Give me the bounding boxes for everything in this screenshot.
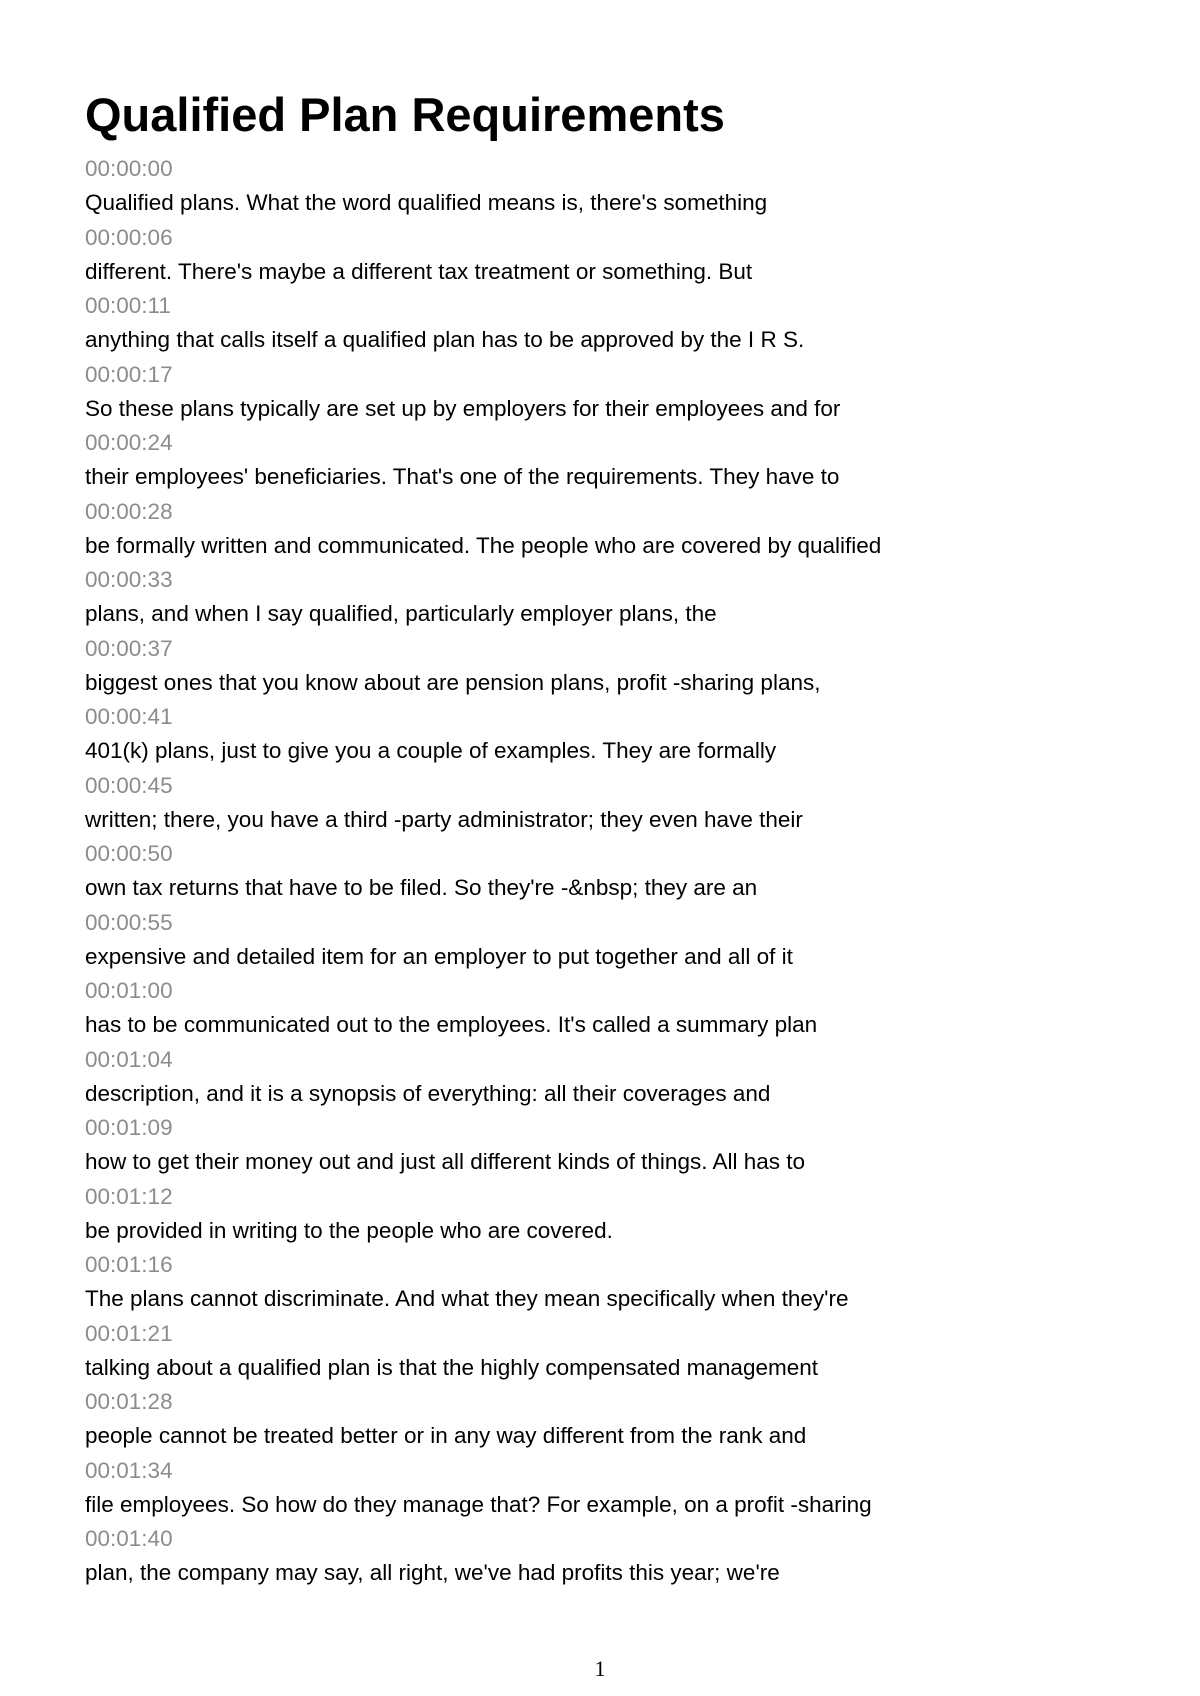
timestamp: 00:01:21 bbox=[85, 1320, 173, 1346]
transcript-text: people cannot be treated better or in any way different from the rank and bbox=[85, 1423, 807, 1448]
timestamp: 00:00:11 bbox=[85, 293, 171, 318]
transcript-entry bbox=[85, 1522, 1145, 1591]
transcript-text: biggest ones that you know about are pension plans, profit -sharing plans, bbox=[85, 669, 821, 695]
transcript-entry bbox=[85, 1111, 1145, 1180]
transcript-entry bbox=[85, 289, 1145, 358]
transcript-text: expensive and detailed item for an employer to put together and all of it bbox=[85, 943, 793, 969]
transcript-entry bbox=[85, 906, 1145, 975]
transcript-entry bbox=[85, 358, 1145, 427]
timestamp: 00:00:50 bbox=[85, 841, 173, 866]
timestamp: 00:00:00 bbox=[85, 156, 173, 181]
transcript-text: how to get their money out and just all different kinds of things. All has to bbox=[85, 1149, 806, 1174]
timestamp: 00:01:34 bbox=[85, 1457, 173, 1483]
transcript-entry bbox=[85, 495, 1145, 564]
timestamp: 00:00:17 bbox=[85, 361, 173, 387]
transcript-text: description, and it is a synopsis of everything: all their coverages and bbox=[85, 1080, 771, 1106]
timestamp: 00:00:55 bbox=[85, 909, 173, 935]
transcript-entry bbox=[85, 563, 1145, 632]
transcript-page bbox=[85, 82, 1145, 1591]
transcript-text: plans, and when I say qualified, particularly employer plans, the bbox=[85, 601, 717, 626]
transcript-text: The plans cannot discriminate. And what they mean specifically when they're bbox=[85, 1286, 849, 1311]
transcript-entry bbox=[85, 152, 1145, 221]
transcript-entry bbox=[85, 221, 1145, 290]
page-title: Qualified Plan Requirements bbox=[85, 88, 725, 141]
transcript-entry bbox=[85, 632, 1145, 701]
timestamp: 00:01:04 bbox=[85, 1046, 173, 1072]
timestamp: 00:00:28 bbox=[85, 498, 173, 524]
transcript-text: talking about a qualified plan is that the highly compensated management bbox=[85, 1354, 818, 1380]
transcript-entry bbox=[85, 974, 1145, 1043]
timestamp: 00:00:33 bbox=[85, 567, 173, 592]
transcript-text: different. There's maybe a different tax treatment or something. But bbox=[85, 258, 753, 284]
transcript-entry bbox=[85, 837, 1145, 906]
transcript-entry bbox=[85, 700, 1145, 769]
timestamp: 00:01:09 bbox=[85, 1115, 173, 1140]
timestamp: 00:00:41 bbox=[85, 704, 173, 729]
transcript-entry bbox=[85, 1317, 1145, 1386]
transcript-entry bbox=[85, 769, 1145, 838]
transcript-entry bbox=[85, 1043, 1145, 1112]
transcript-text: their employees' beneficiaries. That's one of the requirements. They have to bbox=[85, 464, 840, 489]
timestamp: 00:00:24 bbox=[85, 430, 173, 455]
transcript-list bbox=[85, 152, 1145, 1591]
transcript-text: has to be communicated out to the employees. It's called a summary plan bbox=[85, 1012, 818, 1037]
transcript-text: written; there, you have a third -party administrator; they even have their bbox=[85, 806, 803, 832]
transcript-text: be provided in writing to the people who are covered. bbox=[85, 1217, 613, 1243]
timestamp: 00:01:16 bbox=[85, 1252, 173, 1277]
transcript-text: Qualified plans. What the word qualified means is, there's something bbox=[85, 190, 768, 215]
timestamp: 00:01:28 bbox=[85, 1389, 173, 1414]
page-number: 1 bbox=[594, 1656, 606, 1681]
timestamp: 00:00:45 bbox=[85, 772, 173, 798]
transcript-text: 401(k) plans, just to give you a couple of examples. They are formally bbox=[85, 738, 777, 763]
transcript-entry bbox=[85, 1454, 1145, 1523]
transcript-text: own tax returns that have to be filed. So they're -&nbsp; they are an bbox=[85, 875, 758, 900]
transcript-entry bbox=[85, 1385, 1145, 1454]
transcript-text: be formally written and communicated. The people who are covered by qualified bbox=[85, 532, 882, 558]
transcript-text: plan, the company may say, all right, we've had profits this year; we're bbox=[85, 1560, 780, 1585]
timestamp: 00:01:40 bbox=[85, 1526, 173, 1551]
transcript-entry bbox=[85, 426, 1145, 495]
transcript-text: anything that calls itself a qualified plan has to be approved by the I R S. bbox=[85, 327, 805, 352]
timestamp: 00:01:12 bbox=[85, 1183, 173, 1209]
transcript-entry bbox=[85, 1248, 1145, 1317]
transcript-entry bbox=[85, 1180, 1145, 1249]
timestamp: 00:00:06 bbox=[85, 224, 173, 250]
timestamp: 00:00:37 bbox=[85, 635, 173, 661]
timestamp: 00:01:00 bbox=[85, 978, 173, 1003]
transcript-text: file employees. So how do they manage that? For example, on a profit -sharing bbox=[85, 1491, 872, 1517]
transcript-text: So these plans typically are set up by employers for their employees and for bbox=[85, 395, 841, 421]
